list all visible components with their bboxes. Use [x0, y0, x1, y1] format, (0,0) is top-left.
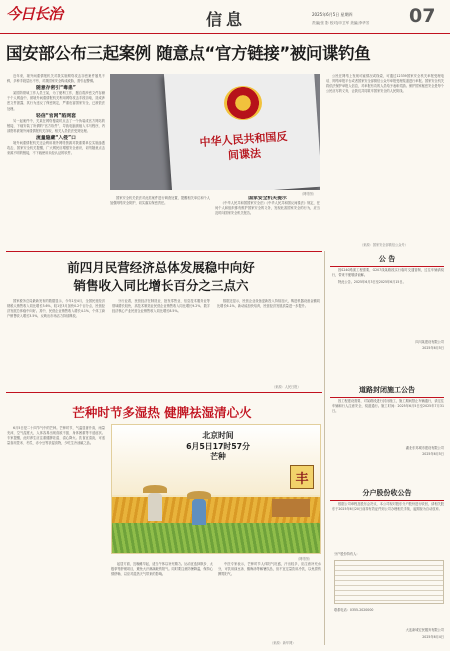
book-title: 中华人民共和国反间谍法: [199, 129, 288, 163]
notice-date: 2025年6月5日: [422, 346, 444, 350]
column-separator: [324, 251, 325, 645]
article-1-image-caption: （网络图）: [300, 192, 316, 196]
article-1-subhead-3: 流量隐藏“入侵”口: [36, 136, 76, 142]
article-1-right-body: 公民在网络上发现可疑情况或线索，可通过12339国家安全机关举报受理电话、网络举报平台或者国家安全部微信公众号举报受理渠道进行举报。国家安全机关将依法保护举报人信息，对举报有功的人员给予表彰奖励。保护国家秘密安全是每个公民应尽的义务，让我们共同筑牢国家安全的人民防线。: [326, 74, 444, 94]
dividend-notice-title: 分户股份收公告: [330, 488, 444, 501]
article-1-source: （来源：国家安全部微信公众号）: [360, 243, 408, 247]
article-1-mid-body: 国家安全机关依法对此类案件进行调查处置，提醒相关单位和个人加强网络安全防护，切实落实保密责任。: [110, 196, 210, 206]
article-3-body-left: 6月5日是二十四节气中的芒种。芒种时节，气温显著升高，雨量充沛，空气湿度大，人体容易出现食欲不振、身体困重等不适症状。专家提醒，此时养生应注重健脾祛湿、清心降火。饮食宜清淡，可适量食用薏米、冬瓜、赤小豆等祛湿食物，少吃生冷油腻之品。: [7, 426, 105, 446]
section-title: 信息: [206, 10, 247, 29]
article-1-col-4: [326, 74, 444, 240]
article-2-col-2: [112, 299, 210, 379]
article-3-headline: 芒种时节多湿热 健脾祛湿清心火: [72, 405, 252, 420]
article-1-subhead-1: 随意存密引“毒患”: [36, 86, 76, 92]
masthead: [0, 0, 450, 34]
article-2-body-left: 国家税务总局最新发布的数据显示，今年1至4月，全国民营经济纳税人销售收入同比增长3.6%，较1至3月加快0.2个百分点，民营经济发展总体稳中向好。其中，民营企业销售收入增长4.1%，个体工商户销售收入增长3.5%，反映出市场活力持续释放。: [7, 299, 105, 319]
article-3-image-caption: （网络图）: [296, 557, 312, 561]
article-2-col-3: [217, 299, 320, 379]
article-3-body-mid: 起居方面，宜晚睡早起，适当午休以补充精力。运动宜选择散步、太极拳等舒缓项目，避免大汗淋漓耗伤阳气。同时要注意防暑降温，保持心情舒畅，以应对湿热天气带来的影响。: [111, 562, 213, 577]
article-1-body-3: 境外间谍情报机关还会利用境外网络资源对我重要单位实施渗透攻击，国家安全机关提醒，广大网民应增强安全意识，切勿随意点击来源不明的链接，不下载使用未经认证的软件。: [7, 141, 105, 156]
newspaper-logo: 今日长治: [6, 5, 63, 23]
divider-2: [6, 392, 322, 393]
farmer-right: [192, 499, 206, 525]
harvest-cart: [272, 499, 310, 517]
dividend-notice-text: 根据公司章程及股东会决议，本公司现对股东分户股份进行收回，请相关股东于2025年6月20日前持有效证件到公司办理相关手续，逾期视为自动放弃。: [332, 502, 444, 512]
article-1-body-1: 某国防领域工作人员王某，为了便利工作，擅自将涉密文件存储于个人网盘中，被境外间谍情报机关利用网络攻击手段窃取，造成涉密文件泄露，其行为违反了保密规定，严重危害国家安全，已被依法处理。: [7, 91, 105, 111]
dividend-notice-body: [332, 502, 444, 548]
editor-line: 责编|张 影 校对|申卫军 美编|李华芳: [312, 21, 370, 25]
road-notice-title: 道路封闭施工公告: [330, 385, 444, 398]
article-1-col-1: [7, 74, 105, 246]
national-emblem-icon: [224, 86, 262, 120]
article-1-body-2: 另一起案件中，关某在网络搜索时点击了一个伪装成官方网站的链接，下载安装了所谓的“官方软件”，导致电脑被植入木马程序，内部资料被境外间谍情报机关窃取，相关人员依法受到处理。: [7, 118, 105, 133]
page-number: 07: [409, 5, 436, 27]
notice-title: 公 告: [330, 254, 444, 267]
article-1-col-3: [215, 196, 320, 246]
solar-term-time: 北京时间 6月5日17时57分 芒种: [186, 431, 250, 461]
article-2-body-right: 数据还显示，民营企业设备更新投入持续加大，购进机器设备金额同比增长6.1%，新动能加快培育，民营经济发展质量进一步提升。: [217, 299, 320, 309]
mangzhong-illustration: [111, 424, 321, 554]
article-3-col-1: [7, 426, 105, 640]
notice-body: [332, 268, 444, 308]
article-3-col-2: [111, 562, 213, 640]
harvest-sign: 丰: [290, 465, 314, 489]
issue-date: 2025年6月5日 星期四: [312, 12, 353, 17]
farmer-right-hat: [187, 491, 211, 499]
anti-espionage-law-image: [110, 74, 320, 190]
dividend-contact: 联系电话：0355-2020000: [334, 608, 374, 612]
article-1-mid-body-2: 《中华人民共和国国家安全法》《中华人民共和国反间谍法》规定，任何个人和组织都有维护国家安全的义务，发现危害国家安全的行为，应当及时向国家安全机关报告。: [215, 201, 320, 216]
farmer-left-hat: [143, 485, 167, 493]
road-notice-body: [332, 399, 444, 441]
article-1-mid-subhead: 国家安全机关提示: [248, 196, 287, 201]
article-2-headline: 前四月民营经济总体发展稳中向好 销售收入同比增长百分之三点六: [67, 260, 255, 293]
dividend-org: 大连新城宏民服务有限公司: [405, 628, 444, 632]
farmer-left: [148, 493, 162, 521]
dividend-holder-label: 分户股份持有人：: [334, 552, 360, 556]
road-notice-date: 2025年6月5日: [422, 452, 444, 456]
notice-date-line: 特此公告。2025年6月3日至2025年6月15日。: [338, 280, 406, 285]
dividend-table: [334, 560, 444, 604]
article-1-col-2: [110, 196, 210, 246]
road-notice-text: 因工程建设需要，对某路段进行封闭施工，施工期间禁止车辆通行，请过往车辆和行人注意安全，绕道通行。施工时间：2025年6月5日至2025年7月31日。: [332, 399, 444, 414]
article-2-source: （来源：人民日报）: [272, 385, 301, 389]
article-2-body-mid: 分行业看，民营经济在制造业、批发零售业、信息技术服务业等领域增长较快，高技术制造业民营企业销售收入同比增长9.2%，数字经济核心产业民营企业销售收入同比增长8.5%。: [112, 299, 210, 314]
notice-text: 因S240路面工程需要，G207线某路段实行临时交通管制，过往车辆请绕行，带来不便敬请谅解。: [332, 268, 444, 278]
article-1-headline: 国安部公布三起案例 随意点“官方链接”被问谍钓鱼: [6, 44, 371, 63]
rice-paddy: [112, 523, 321, 554]
dividend-date: 2025年6月4日: [422, 635, 444, 639]
notice-org: 四川某建设有限公司: [415, 340, 444, 344]
article-3-source: （来源：新华网）: [270, 641, 296, 645]
article-3-col-3: [218, 562, 321, 634]
article-2-col-1: [7, 299, 105, 379]
article-1-lead: 近年来，境外间谍情报机关对我实施网络攻击窃密案件屡见不鲜，多种手段层出不穷，对我国家安全构成威胁，需引起警惕。: [7, 74, 105, 84]
divider-1: [6, 251, 322, 252]
article-1-subhead-2: 轻信“官网”陷网套: [36, 113, 76, 119]
road-notice-org: 湖北东邦城市建设有限公司: [405, 446, 444, 450]
article-3-body-right: 中医专家表示，芒种时节人体阳气旺盛，汗出较多，应注意补充水分，可饮用绿豆汤、酸梅汤等解暑饮品，但不宜过量饮用冷饮，以免损伤脾胃阳气。: [218, 562, 321, 577]
